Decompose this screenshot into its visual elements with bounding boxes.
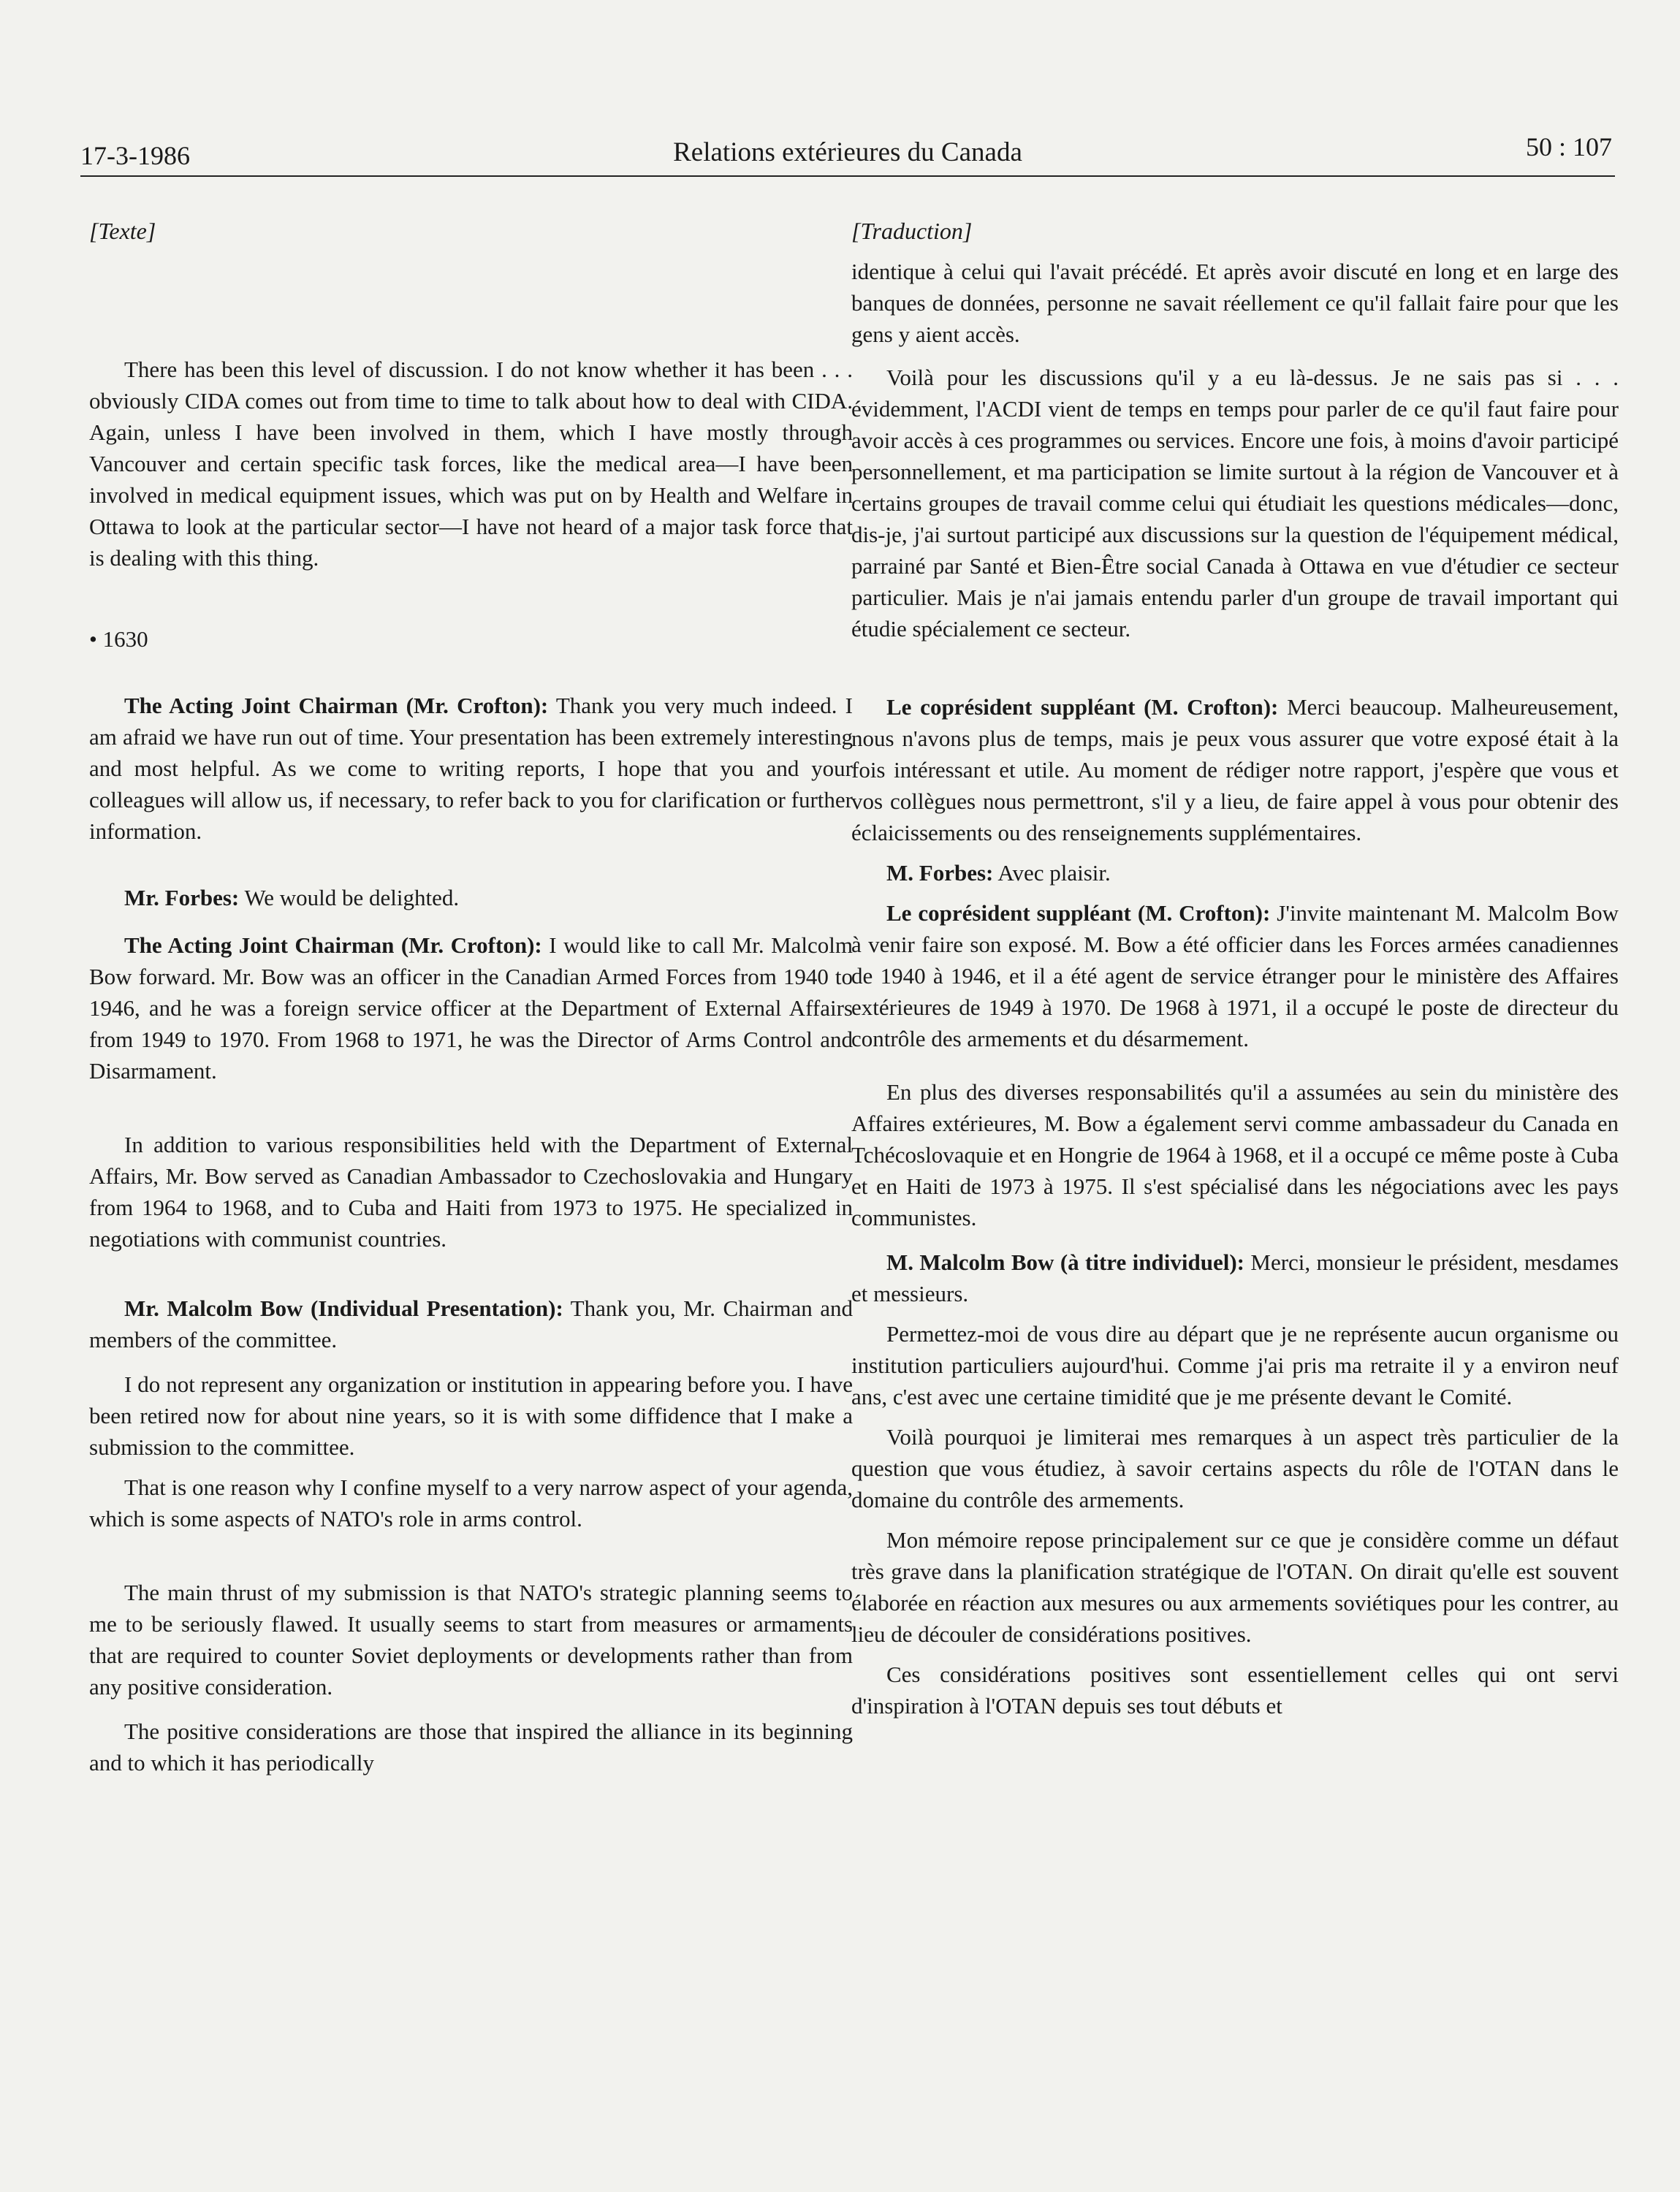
paragraph: In addition to various responsibilities held with the Department of External Affairs, Mr. Bow served as Canadian Ambassador to Czechoslovakia and Hungary from 1964 to 1968, and to Cuba and Haiti from 1973 to 1975. He specialized in negotiations with communist countries. bbox=[89, 1132, 853, 1252]
speaker-paragraph bbox=[851, 897, 1619, 1054]
header-date: 17-3-1986 bbox=[80, 141, 190, 170]
speaker-name: Mr. Forbes: bbox=[124, 885, 240, 910]
english-column bbox=[89, 216, 853, 1787]
speaker-paragraph bbox=[89, 690, 853, 847]
speech-text: Avec plaisir. bbox=[993, 860, 1111, 886]
speaker-paragraph bbox=[851, 691, 1619, 848]
speaker-name: Mr. Malcolm Bow (Individual Presentation): bbox=[124, 1295, 563, 1321]
paragraph: There has been this level of discussion. I do not know whether it has been . . . obviously CIDA comes out from time to time to talk about how to deal with CIDA. Again, unless I have been involved in them, which I have mostly through Vancouver and certain specific task forces, like the medical area—I have been involved in medical equipment issues, which was put on by Health and Welfare in Ottawa to look at the particular sector—I have not heard of a major task force that is dealing with this thing. bbox=[89, 357, 853, 571]
paragraph: I do not represent any organization or institution in appearing before you. I have been retired now for about nine years, so it is with some diffidence that I make a submission to the committee. bbox=[89, 1371, 853, 1460]
paragraph: Voilà pourquoi je limiterai mes remarques à un aspect très particulier de la question que vous étudiez, à savoir certains aspects du rôle de l'OTAN dans le domaine du contrôle des armements. bbox=[851, 1424, 1619, 1512]
paragraph: That is one reason why I confine myself to a very narrow aspect of your agenda, which is some aspects of NATO's role in arms control. bbox=[89, 1474, 853, 1531]
paragraph: Ces considérations positives sont essentiellement celles qui ont servi d'inspiration à l'OTAN depuis ses tout débuts et bbox=[851, 1662, 1619, 1719]
paragraph: The main thrust of my submission is that NATO's strategic planning seems to me to be seriously flawed. It usually seems to start from measures or armaments that are required to counter Soviet deployments or developments rather than from any positive consideration. bbox=[89, 1580, 853, 1700]
paragraph: The positive considerations are those that inspired the alliance in its beginning and to which it has periodically bbox=[89, 1719, 853, 1776]
speaker-paragraph bbox=[89, 882, 853, 913]
speech-text: I would like to call Mr. Malcolm Bow forward. Mr. Bow was an officer in the Canadian Armed Forces from 1940 to 1946, and he was a foreign service officer at the Department of External Affairs from 1949 to 1970. From 1968 to 1971, he was the Director of Arms Control and Disarmament. bbox=[89, 932, 854, 1084]
french-column bbox=[851, 216, 1619, 1730]
speaker-paragraph bbox=[851, 1247, 1619, 1309]
paragraph: En plus des diverses responsabilités qu'il a assumées au sein du ministère des Affaires extérieures, M. Bow a également servi comme ambassadeur du Canada en Tchécoslovaquie et en Hongrie de 1964 à 1968, et il a occupé ce même poste à Cuba et en Haiti de 1973 à 1975. Il s'est spécialisé dans les négociations avec les pays communistes. bbox=[851, 1079, 1619, 1230]
speech-text: We would be delighted. bbox=[239, 885, 460, 910]
page-header bbox=[80, 124, 1615, 177]
paragraph: Permettez-moi de vous dire au départ que je ne représente aucun organisme ou institution particuliers aujourd'hui. Comme j'ai pris ma retraite il y a environ neuf ans, c'est avec une certaine timidité que je me présente devant le Comité. bbox=[851, 1321, 1619, 1409]
speaker-name: Le coprésident suppléant (M. Crofton): bbox=[886, 694, 1279, 720]
paragraph: Mon mémoire repose principalement sur ce que je considère comme un défaut très grave dans la planification stratégique de l'OTAN. On dirait qu'elle est souvent élaborée en réaction aux mesures ou aux armements soviétiques pour les contrer, au lieu de découler de considérations positives. bbox=[851, 1527, 1619, 1647]
speaker-name: Le coprésident suppléant (M. Crofton): bbox=[886, 900, 1271, 926]
page-number: 50 : 107 bbox=[1525, 132, 1612, 161]
speech-text: Merci, monsieur le président, mesdames et messieurs. bbox=[851, 1249, 1619, 1306]
speech-text: Thank you very much indeed. I am afraid we have run out of time. Your presentation has been extremely interesting and most helpful. As we come to writing reports, I hope that you and your colleagues will allow us, if necessary, to refer back to you for clarification or further information. bbox=[89, 693, 853, 844]
speaker-paragraph bbox=[851, 857, 1619, 888]
language-tag: [Texte] bbox=[89, 218, 156, 244]
speaker-name: The Acting Joint Chairman (Mr. Crofton): bbox=[124, 693, 549, 718]
speech-text: Merci beaucoup. Malheureusement, nous n'avons plus de temps, mais je peux vous assurer que votre exposé était à la fois intéressant et utile. Au moment de rédiger notre rapport, j'espère que vous et vos collègues nous permettront, s'il y a lieu, de faire appel à vous pour obtenir des éclaicissements ou des renseignements supplémentaires. bbox=[851, 694, 1619, 845]
speaker-paragraph bbox=[89, 1293, 853, 1355]
paragraph: Voilà pour les discussions qu'il y a eu là-dessus. Je ne sais pas si . . . évidemment, l'ACDI vient de temps en temps pour parler de ce qu'il faut faire pour avoir accès à ces programmes ou services. Encore une fois, à moins d'avoir participé personnellement, et ma participation se limite surtout à la région de Vancouver et à certains groupes de travail comme celui qui étudiait les questions médicales—donc, dis-je, j'ai surtout participé aux discussions sur la question de l'équipement médical, parrainé par Santé et Bien-Être social Canada à Ottawa en vue d'étudier ce secteur particulier. Mais je n'ai jamais entendu parler d'un groupe de travail important qui étudie spécialement ce secteur. bbox=[851, 365, 1619, 642]
speech-text: Thank you, Mr. Chairman and members of the committee. bbox=[89, 1295, 853, 1352]
speaker-name: M. Malcolm Bow (à titre individuel): bbox=[886, 1249, 1244, 1275]
language-tag: [Traduction] bbox=[851, 218, 973, 244]
paragraph: identique à celui qui l'avait précédé. Et après avoir discuté en long et en large des banques de données, personne ne savait réellement ce qu'il fallait faire pour que les gens y aient accès. bbox=[851, 259, 1619, 347]
speaker-paragraph bbox=[89, 929, 853, 1087]
time-marker: • 1630 bbox=[89, 626, 148, 652]
header-title: Relations extérieures du Canada bbox=[673, 137, 1022, 167]
speaker-name: M. Forbes: bbox=[886, 860, 994, 886]
speaker-name: The Acting Joint Chairman (Mr. Crofton): bbox=[124, 932, 542, 958]
speech-text: J'invite maintenant M. Malcolm Bow à venir faire son exposé. M. Bow a été officier dans les Forces armées canadiennes de 1940 à 1946, et il a été agent de service étranger pour le ministère des Affaires extérieures de 1949 à 1970. De 1968 à 1971, il a occupé le poste de directeur du contrôle des armements et du désarmement. bbox=[851, 900, 1619, 1051]
